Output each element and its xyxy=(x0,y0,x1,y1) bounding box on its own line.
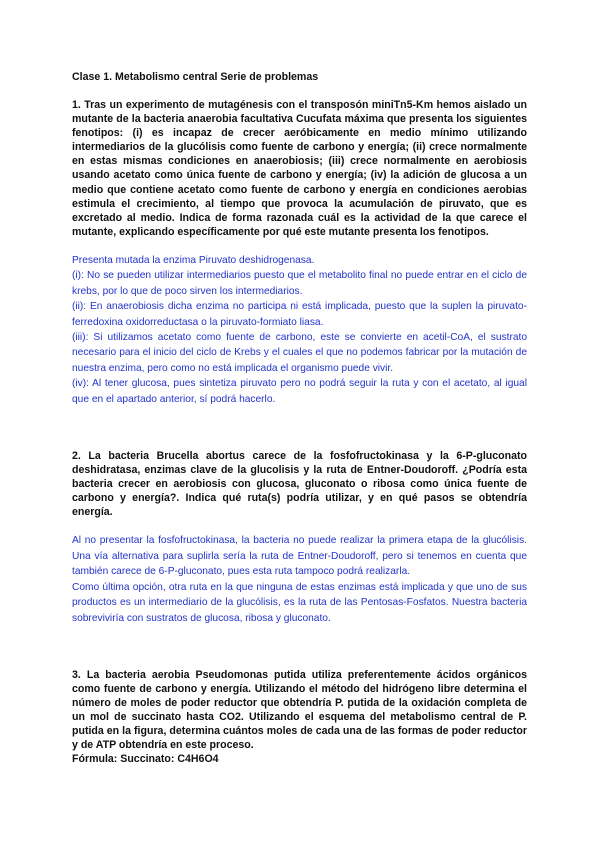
answer-2 xyxy=(72,533,527,625)
answer-1-line: (ii): En anaerobiosis dicha enzima no participa ni está implicada, puesto que la suplen la piruvato-ferredoxina oxidorreductasa o la piruvato-formiato liasa. xyxy=(72,301,527,328)
question-1-text: 1. Tras un experimento de mutagénesis con el transposón miniTn5-Km hemos aislado un mutante de la bacteria anaerobia facultativa Cucufata máxima que presenta los siguientes fenotipos: (i) es incapaz de crecer aeróbicamente en medio mínimo utilizando intermediarios de la glucólisis como fuente de carbono y energía; (ii) crece normalmente en estas mismas condiciones en anaerobiosis; (iii) crece normalmente en aerobiosis usando acetato como única fuente de carbono y energía; (iv) la adición de glucosa a un medio que contiene acetato como fuente de carbono y energía en condiciones aerobias estimula el crecimiento, al tiempo que provoca la acumulación de piruvato, que es excretado al medio. Indica de forma razonada cuál es la actividad de la que carece el mutante, explicando específicamente por qué este mutante presenta los fenotipos. xyxy=(72,99,527,238)
question-2-text: 2. La bacteria Brucella abortus carece de la fosfofructokinasa y la 6-P-gluconato deshidratasa, enzimas clave de la glucolisis y la ruta de Entner-Doudoroff. ¿Podría esta bacteria crecer en aerobiosis con glucosa, gluconato o ribosa como única fuente de carbono y energía?. Indica qué ruta(s) podría utilizar, y en qué pasos se obtendría energía. xyxy=(72,450,527,519)
question-3-text: 3. La bacteria aerobia Pseudomonas putida utiliza preferentemente ácidos orgánicos como fuente de carbono y energía. Utilizando el método del hidrógeno libre determina el número de moles de poder reductor que obtendría P. putida de la oxidación completa de un mol de succinato hasta CO2. Utilizando el esquema del metabolismo central de P. putida en la figura, determina cuántos moles de cada una de las formas de poder reductor y de ATP obtendría en este proceso. xyxy=(72,668,527,752)
document-page xyxy=(72,70,527,767)
answer-2-line: Como última opción, otra ruta en la que ninguna de estas enzimas está implicada y que uno de sus productos es un intermediario de la glucólisis, es la ruta de las Pentosas-Fosfatos. Nuestra bacteria sobreviviría con sustratos de glucosa, ribosa y gluconato. xyxy=(72,581,527,624)
answer-1 xyxy=(72,253,527,407)
question-3-formula: Fórmula: Succinato: C4H6O4 xyxy=(72,753,219,766)
question-1 xyxy=(72,98,527,239)
answer-1-line: (iii): Si utilizamos acetato como fuente de carbono, este se convierte en acetil-CoA, el sustrato necesario para el inicio del ciclo de Krebs y el cuales el que no podemos fabricar por la mutación de nuestra enzima, pero como no está implicada el organismo puede vivir. xyxy=(72,331,527,374)
document-title: Clase 1. Metabolismo central Serie de problemas xyxy=(72,71,319,83)
answer-1-line: (iv): Al tener glucosa, pues sintetiza piruvato pero no podrá seguir la ruta y con el acetato, al igual que en el apartado anterior, sí podrá hacerlo. xyxy=(72,378,527,405)
answer-1-line: (i): No se pueden utilizar intermediarios puesto que el metabolito final no puede entrar en el ciclo de krebs, por lo que de poco sirven los intermediarios. xyxy=(72,270,527,297)
answer-1-line: Presenta mutada la enzima Piruvato deshidrogenasa. xyxy=(72,254,315,266)
question-3 xyxy=(72,668,527,767)
answer-2-line: Al no presentar la fosfofructokinasa, la bacteria no puede realizar la primera etapa de la glucólisis. Una vía alternativa para suplirla sería la ruta de Entner-Doudoroff, pero si tenemos en cuenta que también carece de 6-P-gluconato, pues esta ruta tampoco podrá realizarla. xyxy=(72,535,527,578)
question-2 xyxy=(72,449,527,519)
